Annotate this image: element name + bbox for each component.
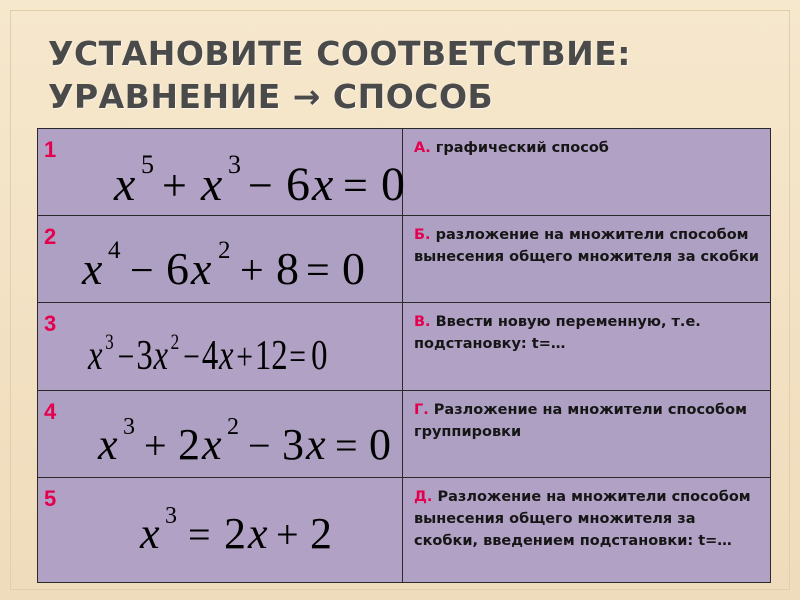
eq1-plus: + bbox=[162, 161, 187, 210]
matching-table bbox=[37, 128, 771, 583]
eq4-exp3: 3 bbox=[123, 414, 135, 440]
equation-5 bbox=[38, 478, 402, 582]
equation-2 bbox=[38, 216, 402, 302]
table-row bbox=[38, 129, 771, 216]
eq1-exp3: 3 bbox=[228, 150, 241, 179]
table-row bbox=[38, 391, 771, 478]
eq1-equals: = bbox=[343, 161, 368, 210]
row-number: 1 bbox=[44, 137, 57, 162]
table-row bbox=[38, 216, 771, 303]
eq3-x2: x bbox=[153, 332, 169, 380]
title-line-1: УСТАНОВИТЕ СООТВЕТСТВИЕ: bbox=[48, 34, 631, 73]
eq1-x3: x bbox=[312, 158, 334, 211]
eq4-plus: + bbox=[144, 423, 167, 468]
eq3-coef3: 3 bbox=[136, 332, 153, 380]
eq4-x: x bbox=[98, 420, 118, 469]
option-letter: А. bbox=[414, 140, 431, 156]
eq3-exp2: 2 bbox=[170, 330, 180, 355]
eq5-x2: x bbox=[248, 509, 268, 558]
eq5-exp3: 3 bbox=[165, 503, 177, 529]
eq1-zero: 0 bbox=[381, 158, 405, 211]
eq3-x3: x bbox=[219, 332, 234, 380]
eq2-x: x bbox=[82, 243, 103, 294]
option-letter: В. bbox=[414, 314, 431, 330]
eq1-exp5: 5 bbox=[141, 150, 154, 179]
eq4-coef3: 3 bbox=[282, 420, 304, 469]
option-letter: Б. bbox=[414, 227, 431, 243]
option-a bbox=[403, 129, 770, 165]
eq4-x3: x bbox=[306, 420, 326, 469]
eq3-zero: 0 bbox=[311, 332, 328, 380]
eq2-exp2: 2 bbox=[218, 237, 231, 264]
slide-title bbox=[48, 32, 631, 118]
equation-cell bbox=[38, 216, 403, 303]
eq3-twelve: 12 bbox=[254, 332, 288, 380]
eq4-zero: 0 bbox=[369, 420, 391, 469]
eq4-exp2: 2 bbox=[227, 414, 239, 440]
option-letter: Д. bbox=[414, 489, 433, 505]
equation-cell bbox=[38, 478, 403, 583]
eq3-minus2: − bbox=[183, 336, 200, 378]
eq1-x: x bbox=[114, 158, 136, 211]
eq2-minus: − bbox=[130, 248, 154, 294]
option-v bbox=[403, 303, 770, 361]
eq5-equals: = bbox=[188, 512, 211, 557]
eq5-plus: + bbox=[276, 512, 299, 557]
equation-3 bbox=[38, 303, 402, 390]
eq5-coef2: 2 bbox=[224, 509, 246, 558]
eq5-x: x bbox=[140, 509, 160, 558]
eq3-exp3: 3 bbox=[105, 330, 114, 355]
option-cell bbox=[403, 391, 771, 478]
eq3-coef4: 4 bbox=[201, 332, 219, 380]
row-number: 3 bbox=[44, 311, 57, 336]
row-number: 5 bbox=[44, 486, 57, 511]
option-g bbox=[403, 391, 770, 449]
option-text: разложение на множители способом вынесения общего множителя за скобки bbox=[414, 227, 760, 265]
eq2-plus: + bbox=[240, 248, 264, 294]
option-text: Разложение на множители способом группировки bbox=[414, 402, 747, 440]
option-text: графический способ bbox=[430, 140, 609, 156]
option-cell bbox=[403, 303, 771, 391]
option-cell bbox=[403, 478, 771, 583]
equation-4 bbox=[38, 391, 402, 477]
eq4-minus: − bbox=[248, 423, 271, 468]
eq4-equals: = bbox=[335, 423, 358, 468]
option-b bbox=[403, 216, 770, 274]
eq2-exp4: 4 bbox=[108, 237, 121, 264]
eq1-minus: − bbox=[248, 161, 273, 210]
eq3-x: x bbox=[88, 332, 103, 380]
equation-1 bbox=[38, 129, 405, 215]
eq3-equals: = bbox=[289, 336, 306, 378]
eq2-zero: 0 bbox=[342, 243, 365, 294]
eq2-x2: x bbox=[191, 243, 212, 294]
eq5-two: 2 bbox=[310, 509, 332, 558]
eq3-plus: + bbox=[236, 336, 253, 378]
table-row bbox=[38, 478, 771, 583]
eq2-coef6: 6 bbox=[166, 243, 189, 294]
eq4-x2: x bbox=[202, 420, 222, 469]
row-number: 2 bbox=[44, 224, 57, 249]
eq4-coef2: 2 bbox=[178, 420, 200, 469]
eq3-minus: − bbox=[117, 336, 135, 378]
equation-cell bbox=[38, 303, 403, 391]
eq1-x2: x bbox=[201, 158, 223, 211]
title-line-2: УРАВНЕНИЕ → СПОСОБ bbox=[48, 77, 494, 116]
option-letter: Г. bbox=[414, 402, 429, 418]
equation-cell bbox=[38, 391, 403, 478]
eq2-equals: = bbox=[306, 248, 330, 294]
row-number: 4 bbox=[44, 399, 57, 424]
table-row bbox=[38, 303, 771, 391]
equation-cell bbox=[38, 129, 403, 216]
eq2-eight: 8 bbox=[276, 243, 299, 294]
eq1-coef6: 6 bbox=[286, 158, 310, 211]
option-d bbox=[403, 478, 770, 558]
option-text: Разложение на множители способом вынесения общего множителя за скобки, введением подстановки: t=… bbox=[414, 489, 751, 549]
option-cell bbox=[403, 216, 771, 303]
option-text: Ввести новую переменную, т.е. подстановку: t=… bbox=[414, 314, 701, 352]
option-cell bbox=[403, 129, 771, 216]
